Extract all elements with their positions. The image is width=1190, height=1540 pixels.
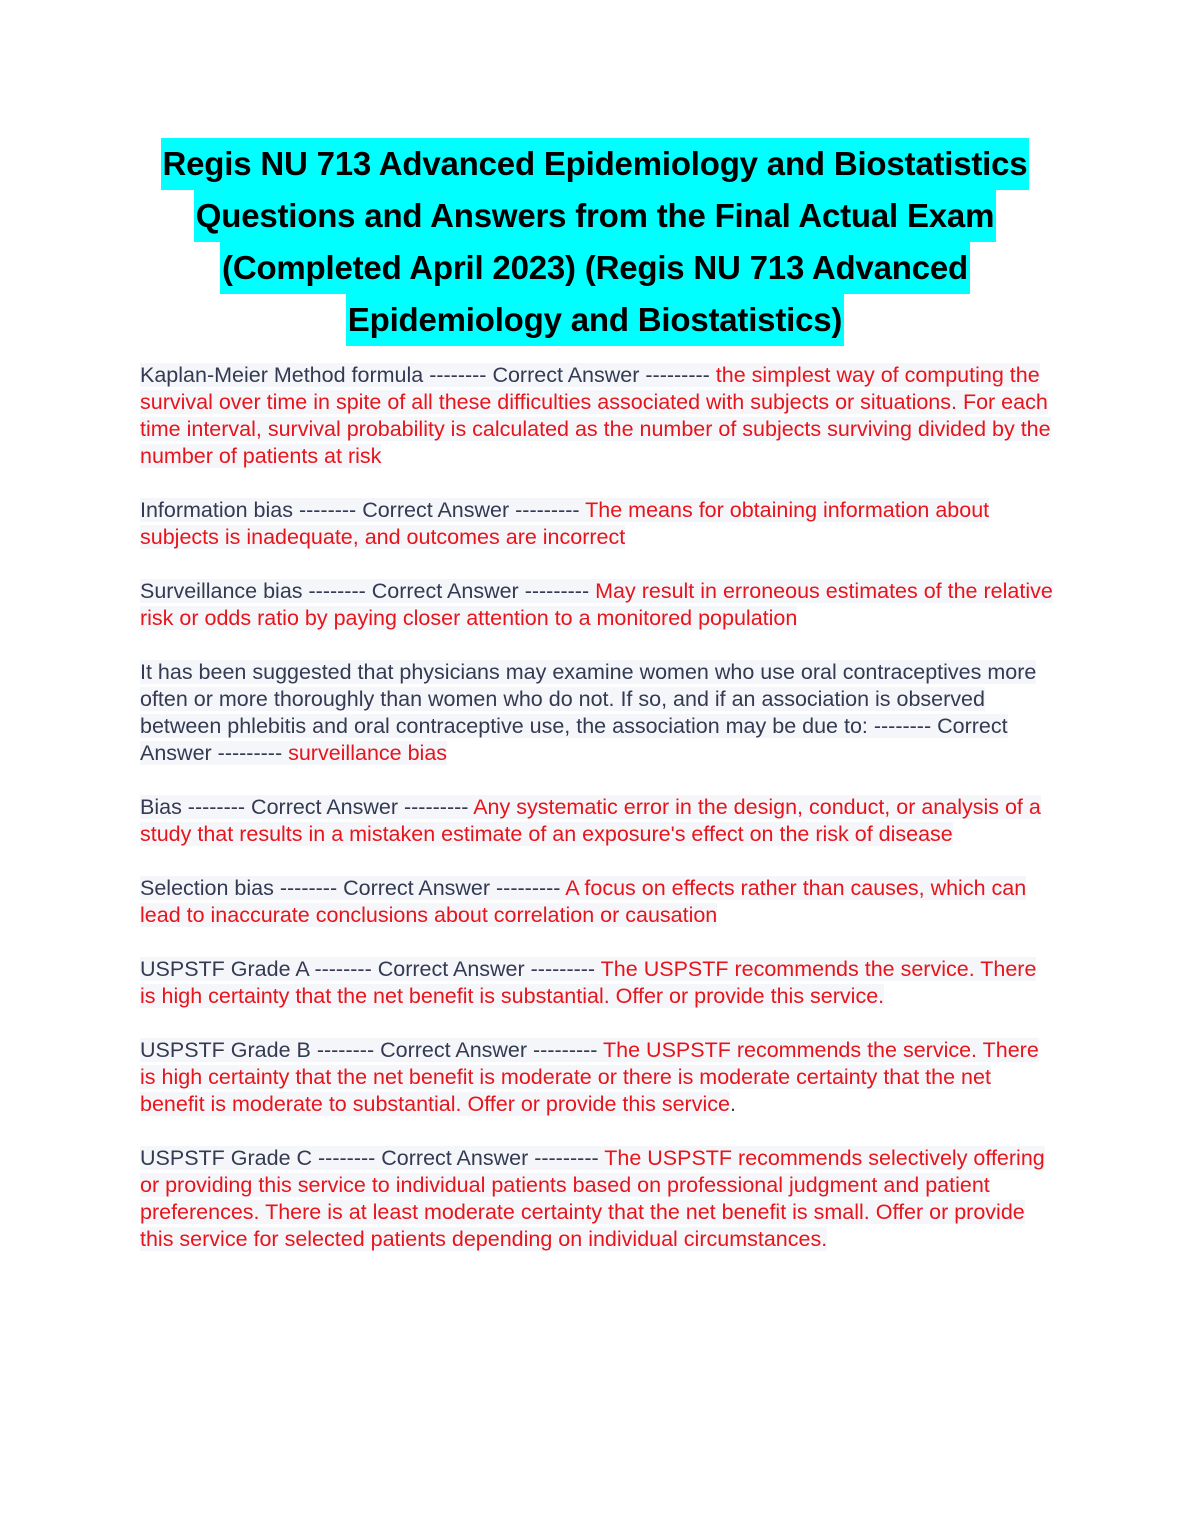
answer-text: A focus on effects rather than causes, which can lead to inaccurate conclusions about correlation or causation [140,876,1027,927]
qa-list [140,362,1055,1280]
qa-item-kaplan-meier [140,362,1055,470]
title-line-3: (Completed April 2023) (Regis NU 713 Advanced [220,242,970,294]
answer-text: May result in erroneous estimates of the relative risk or odds ratio by paying closer attention to a monitored population [140,579,1053,630]
answer-text: Any systematic error in the design, conduct, or analysis of a study that results in a mistaken estimate of an exposure's effect on the risk of disease [140,795,1041,846]
answer-text: The USPSTF recommends selectively offering or providing this service to individual patients based on professional judgment and patient preferences. There is at least moderate certainty that the net benefit is small. Offer or provide this service for selected patients depending on individual circumstances. [140,1146,1045,1251]
qa-item-uspstf-grade-b [140,1037,1055,1118]
question-text: USPSTF Grade A -------- Correct Answer --------- [140,957,596,981]
qa-item-information-bias [140,497,1055,551]
answer-text: the simplest way of computing the survival over time in spite of all these difficulties associated with subjects or situations. For each time interval, survival probability is calculated as the number of subjects surviving divided by the number of patients at risk [140,363,1051,468]
qa-item-uspstf-grade-c [140,1145,1055,1253]
answer-text: The means for obtaining information about subjects is inadequate, and outcomes are incorrect [140,498,990,549]
qa-item-bias [140,794,1055,848]
qa-item-selection-bias [140,875,1055,929]
question-text: Information bias -------- Correct Answer --------- [140,498,580,522]
answer-text: The USPSTF recommends the service. There is high certainty that the net benefit is substantial. Offer or provide this service. [140,957,1037,1008]
document-title [0,138,1190,346]
title-line-2: Questions and Answers from the Final Actual Exam [194,190,996,242]
answer-trailing-period: . [729,1092,736,1116]
qa-item-uspstf-grade-a [140,956,1055,1010]
qa-item-oral-contraceptives [140,659,1055,767]
question-text: Kaplan-Meier Method formula -------- Correct Answer --------- [140,363,710,387]
question-text: USPSTF Grade C -------- Correct Answer --------- [140,1146,599,1170]
question-text: Bias -------- Correct Answer --------- [140,795,469,819]
question-text: Surveillance bias -------- Correct Answer --------- [140,579,590,603]
question-text: It has been suggested that physicians may examine women who use oral contraceptives more often or more thoroughly than women who do not. If so, and if an association is observed between phlebitis and oral contraceptive use, the association may be due to: -------- Correct Answer --------- [140,660,1037,765]
qa-item-surveillance-bias [140,578,1055,632]
title-line-4: Epidemiology and Biostatistics) [346,294,844,346]
answer-text: surveillance bias [282,741,448,765]
question-text: USPSTF Grade B -------- Correct Answer --------- [140,1038,598,1062]
title-line-1: Regis NU 713 Advanced Epidemiology and Biostatistics [161,138,1030,190]
question-text: Selection bias -------- Correct Answer --------- [140,876,561,900]
answer-text: The USPSTF recommends the service. There is high certainty that the net benefit is moderate or there is moderate certainty that the net benefit is moderate to substantial. Offer or provide this service [140,1038,1039,1116]
